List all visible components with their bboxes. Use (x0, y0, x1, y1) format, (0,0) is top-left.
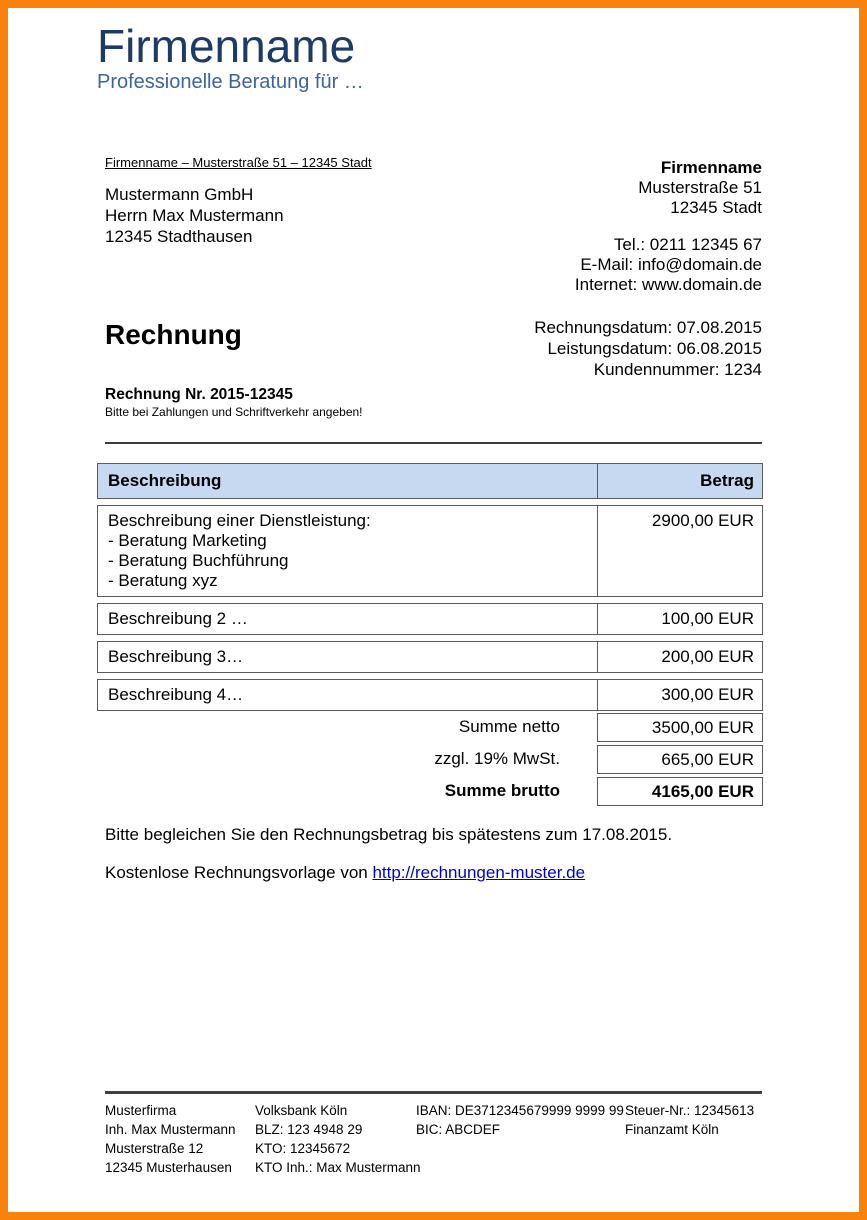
item-amount: 300,00 EUR (661, 685, 754, 704)
template-link[interactable]: http://rechnungen-muster.de (372, 863, 586, 882)
company-logo-block (97, 22, 364, 94)
company-name: Firmenname (660, 158, 762, 177)
item-description: Beschreibung 4… (98, 680, 598, 710)
invoice-summary (97, 713, 763, 806)
template-credit-note (105, 863, 585, 883)
footer-line: Inh. Max Mustermann (105, 1122, 236, 1137)
recipient-line: 12345 Stadthausen (105, 227, 253, 246)
item-amount: 200,00 EUR (661, 647, 754, 666)
recipient-line: Herrn Max Mustermann (105, 206, 284, 225)
company-email: E-Mail: info@domain.de (580, 255, 762, 274)
table-header-row (97, 463, 763, 499)
footer-iban-bic (416, 1101, 624, 1139)
page-title: Rechnung (105, 319, 242, 350)
summary-label: Summe brutto (444, 781, 560, 800)
footer-line: Finanzamt Köln (625, 1122, 719, 1137)
summary-amount: 665,00 EUR (597, 745, 763, 774)
footer-company-address (105, 1101, 236, 1177)
sender-return-address: Firmenname – Musterstraße 51 – 12345 Stadt (105, 155, 372, 170)
table-row (97, 679, 763, 711)
table-row (97, 505, 763, 597)
table-row (97, 641, 763, 673)
footer-line: IBAN: DE3712345679999 9999 99 (416, 1103, 624, 1118)
invoice-items-table (97, 463, 763, 711)
summary-row (97, 745, 763, 774)
invoice-number-note: Bitte bei Zahlungen und Schriftverkehr angeben! (105, 405, 363, 419)
item-amount: 100,00 EUR (661, 609, 754, 628)
footer-line: 12345 Musterhausen (105, 1160, 232, 1175)
company-city: 12345 Stadt (670, 198, 762, 217)
item-description: Beschreibung einer Dienstleistung: - Beratung Marketing - Beratung Buchführung - Beratung xyz (98, 506, 598, 596)
footer-line: Steuer-Nr.: 12345613 (625, 1103, 755, 1118)
invoice-number: Rechnung Nr. 2015-12345 (105, 386, 293, 403)
service-date: Leistungsdatum: 06.08.2015 (547, 339, 762, 358)
summary-row (97, 777, 763, 806)
invoice-date: Rechnungsdatum: 07.08.2015 (534, 318, 762, 337)
summary-amount: 4165,00 EUR (597, 777, 763, 806)
column-header-amount: Betrag (700, 471, 754, 490)
invoice-meta (534, 317, 762, 380)
recipient-address (105, 184, 284, 247)
footer-line: Musterstraße 12 (105, 1141, 204, 1156)
footer-line: BIC: ABCDEF (416, 1122, 501, 1137)
company-tagline: Professionelle Beratung für … (97, 71, 364, 94)
summary-row (97, 713, 763, 742)
footer-rule (105, 1091, 762, 1094)
customer-number: Kundennummer: 1234 (593, 360, 762, 379)
invoice-items (97, 505, 763, 711)
footer-tax-details (625, 1101, 754, 1139)
footer-line: KTO: 12345672 (255, 1141, 351, 1156)
summary-amount: 3500,00 EUR (597, 713, 763, 742)
recipient-line: Mustermann GmbH (105, 185, 254, 204)
summary-label: zzgl. 19% MwSt. (434, 749, 560, 768)
divider-rule (105, 442, 762, 444)
footer-line: KTO Inh.: Max Mustermann (255, 1160, 421, 1175)
summary-label: Summe netto (458, 717, 560, 736)
payment-terms-note: Bitte begleichen Sie den Rechnungsbetrag bis spätestens zum 17.08.2015. (105, 825, 673, 844)
table-row (97, 603, 763, 635)
company-contact-block (575, 158, 762, 295)
item-description: Beschreibung 3… (98, 642, 598, 672)
invoice-document (8, 8, 859, 1212)
item-amount: 2900,00 EUR (651, 511, 754, 530)
company-website: Internet: www.domain.de (574, 275, 762, 294)
company-logo-text: Firmenname (97, 20, 356, 72)
footer-line: Volksbank Köln (255, 1103, 348, 1118)
template-credit-text: Kostenlose Rechnungsvorlage von (105, 863, 373, 882)
item-description: Beschreibung 2 … (98, 604, 598, 634)
company-street: Musterstraße 51 (638, 178, 762, 197)
column-header-description: Beschreibung (98, 464, 598, 498)
footer-bank-details (255, 1101, 421, 1177)
footer-line: Musterfirma (105, 1103, 177, 1118)
company-phone: Tel.: 0211 12345 67 (613, 235, 762, 254)
footer-line: BLZ: 123 4948 29 (255, 1122, 363, 1137)
